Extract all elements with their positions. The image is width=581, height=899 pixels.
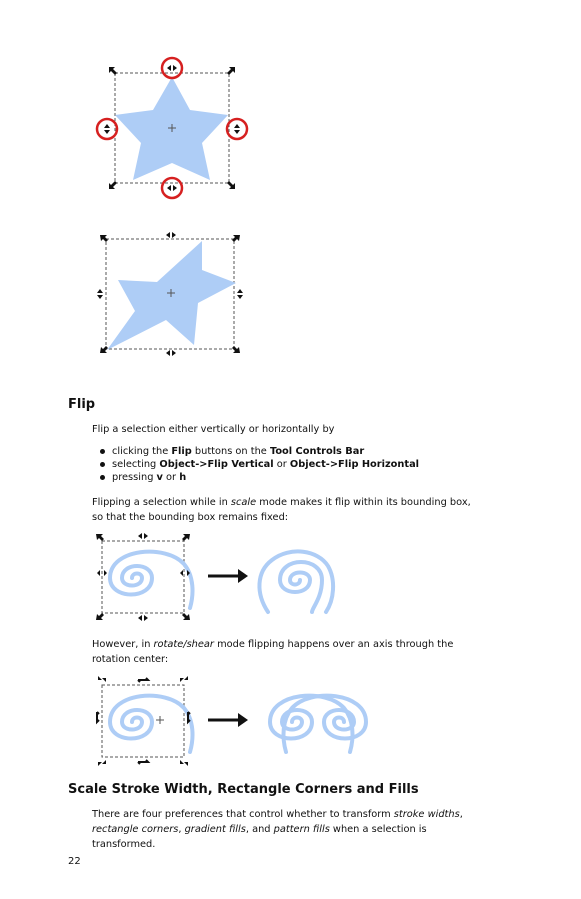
spiral-rotate-flip-figure bbox=[92, 672, 382, 767]
scale-preferences-paragraph: There are four preferences that control whether to transform stroke widths, rectangle corners, gradient fills, and pattern fills when a selection is transformed. bbox=[92, 809, 463, 850]
list-item: selecting Object->Flip Vertical or Object->Flip Horizontal bbox=[92, 458, 419, 471]
list-item: clicking the Flip buttons on the Tool Controls Bar bbox=[92, 445, 419, 458]
page-number: 22 bbox=[68, 856, 81, 867]
highlight-circle-top bbox=[162, 58, 182, 78]
flip-intro: Flip a selection either vertically or horizontally by bbox=[92, 424, 335, 435]
arrow-icon bbox=[208, 713, 248, 727]
star-scale-figure bbox=[95, 55, 250, 200]
spiral-original bbox=[110, 552, 192, 608]
highlight-circle-bottom bbox=[162, 178, 182, 198]
rotate-mode-paragraph: However, in rotate/shear mode flipping happens over an axis through the rotation center: bbox=[92, 639, 454, 665]
arrow-icon bbox=[208, 569, 248, 583]
flip-methods-list bbox=[92, 445, 419, 484]
list-item: pressing v or h bbox=[92, 471, 419, 484]
star-skew-figure bbox=[90, 225, 250, 360]
highlight-circle-right bbox=[227, 119, 247, 139]
scale-stroke-heading: Scale Stroke Width, Rectangle Corners and Fills bbox=[68, 782, 419, 797]
spiral-flipped bbox=[259, 551, 333, 612]
scale-mode-paragraph: Flipping a selection while in scale mode makes it flip within its bounding box, so that the bounding box remains fixed: bbox=[92, 497, 471, 523]
flip-heading: Flip bbox=[68, 397, 96, 412]
highlight-circle-left bbox=[97, 119, 117, 139]
spiral-scale-flip-figure bbox=[92, 528, 352, 623]
